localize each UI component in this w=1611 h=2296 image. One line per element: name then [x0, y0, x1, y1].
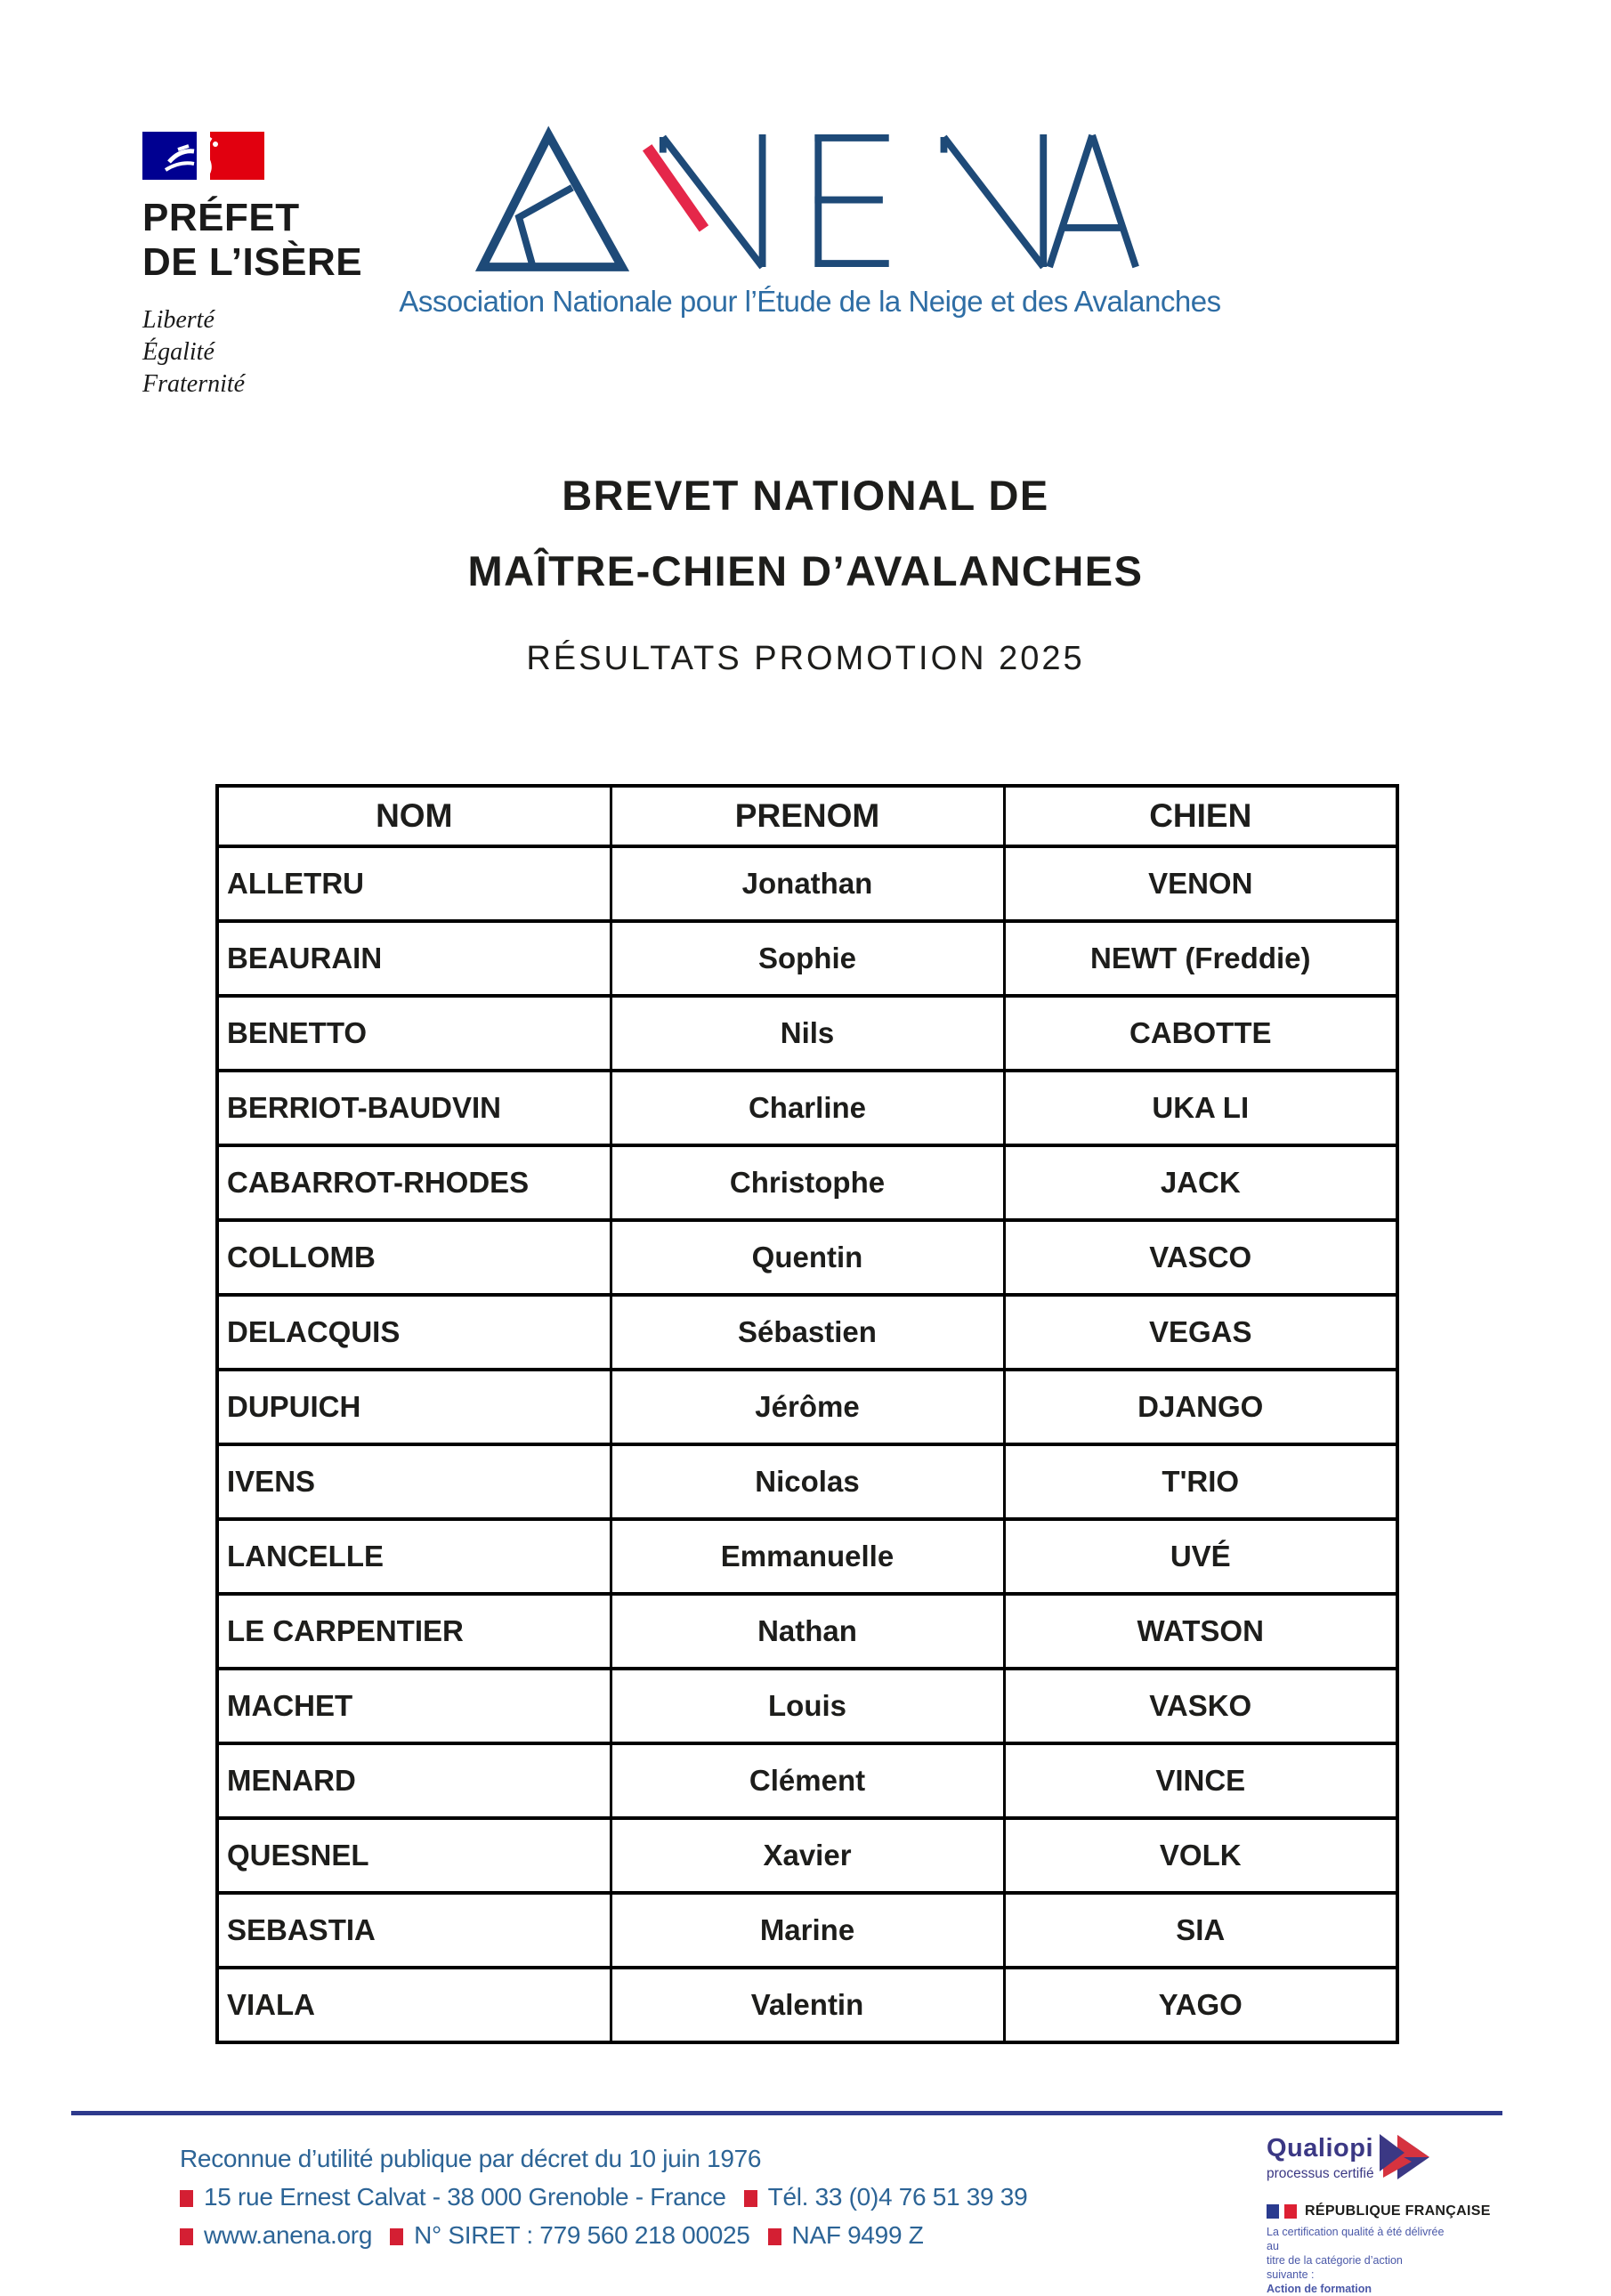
cell-nom: LE CARPENTIER [217, 1594, 611, 1669]
cell-prenom: Jérôme [611, 1370, 1004, 1444]
motto-egalite: Égalité [142, 338, 215, 366]
footer-phone: Tél. 33 (0)4 76 51 39 39 [767, 2183, 1028, 2211]
prefet-name-line2: DE L’ISÈRE [142, 240, 363, 284]
footer-divider-line [71, 2111, 1502, 2115]
cell-prenom: Emmanuelle [611, 1519, 1004, 1594]
table-row [217, 1071, 1397, 1145]
anena-logo-block [374, 130, 1246, 319]
cell-chien: T'RIO [1004, 1444, 1397, 1519]
table-row [217, 1519, 1397, 1594]
cell-nom: COLLOMB [217, 1220, 611, 1295]
anena-mountain-logo-icon [479, 130, 1142, 272]
footer-recognition: Reconnue d’utilité publique par décret du 10 juin 1976 [180, 2145, 762, 2172]
mini-french-flag-icon [1267, 2204, 1299, 2219]
table-row [217, 1370, 1397, 1444]
cell-chien: VINCE [1004, 1743, 1397, 1818]
republique-francaise-row [1267, 2203, 1596, 2219]
cert-text-line3: Action de formation [1267, 2283, 1372, 2295]
red-square-bullet-icon [744, 2190, 757, 2207]
cell-chien: VASKO [1004, 1669, 1397, 1743]
table-row [217, 1220, 1397, 1295]
table-row [217, 1444, 1397, 1519]
cell-nom: BERRIOT-BAUDVIN [217, 1071, 611, 1145]
table-row [217, 996, 1397, 1071]
red-square-bullet-icon [768, 2228, 781, 2245]
footer-block [180, 2139, 1027, 2254]
cell-chien: VEGAS [1004, 1295, 1397, 1370]
cell-prenom: Charline [611, 1071, 1004, 1145]
cell-prenom: Sébastien [611, 1295, 1004, 1370]
cell-chien: SIA [1004, 1893, 1397, 1968]
cell-nom: IVENS [217, 1444, 611, 1519]
cell-chien: CABOTTE [1004, 996, 1397, 1071]
footer-web-line [180, 2216, 1027, 2254]
cell-prenom: Valentin [611, 1968, 1004, 2042]
footer-website: www.anena.org [204, 2221, 373, 2249]
footer-recognition-line [180, 2139, 1027, 2178]
header-row [217, 786, 1397, 846]
prefet-logo-block [142, 132, 362, 400]
qualiopi-mark [1267, 2134, 1596, 2196]
cell-prenom: Nathan [611, 1594, 1004, 1669]
table-row [217, 1669, 1397, 1743]
footer-address-line [180, 2178, 1027, 2216]
results-table-header [217, 786, 1397, 846]
french-flag-marianne-icon [142, 132, 264, 180]
motto-fraternite: Fraternité [142, 370, 246, 398]
header-prenom: PRENOM [611, 786, 1004, 846]
cell-prenom: Quentin [611, 1220, 1004, 1295]
cell-nom: VIALA [217, 1968, 611, 2042]
cell-chien: VASCO [1004, 1220, 1397, 1295]
footer-naf: NAF 9499 Z [791, 2221, 924, 2249]
header-chien: CHIEN [1004, 786, 1397, 846]
red-square-bullet-icon [390, 2228, 403, 2245]
cell-chien: YAGO [1004, 1968, 1397, 2042]
cell-prenom: Xavier [611, 1818, 1004, 1893]
table-row [217, 1818, 1397, 1893]
title-line2: MAÎTRE-CHIEN D’AVALANCHES [467, 547, 1144, 594]
cell-prenom: Nicolas [611, 1444, 1004, 1519]
cell-nom: MACHET [217, 1669, 611, 1743]
cell-chien: VOLK [1004, 1818, 1397, 1893]
cert-text-line1: La certification qualité à été délivrée au [1267, 2226, 1445, 2252]
cell-nom: ALLETRU [217, 846, 611, 921]
red-square-bullet-icon [180, 2190, 193, 2207]
results-table [215, 784, 1399, 2044]
table-row [217, 1743, 1397, 1818]
footer-address: 15 rue Ernest Calvat - 38 000 Grenoble - France [204, 2183, 726, 2211]
table-row [217, 846, 1397, 921]
table-row [217, 1594, 1397, 1669]
prefet-name-line1: PRÉFET [142, 196, 300, 239]
qualiopi-arrows-icon [1380, 2134, 1429, 2180]
qualiopi-cert-text [1267, 2225, 1445, 2296]
cell-nom: MENARD [217, 1743, 611, 1818]
qualiopi-tagline: processus certifié [1267, 2166, 1374, 2181]
header-nom: NOM [217, 786, 611, 846]
cell-chien: UVÉ [1004, 1519, 1397, 1594]
cell-nom: LANCELLE [217, 1519, 611, 1594]
prefet-name [142, 196, 362, 285]
cell-nom: QUESNEL [217, 1818, 611, 1893]
cell-prenom: Marine [611, 1893, 1004, 1968]
table-row [217, 1295, 1397, 1370]
cell-chien: NEWT (Freddie) [1004, 921, 1397, 996]
cell-chien: DJANGO [1004, 1370, 1397, 1444]
results-table-body [217, 846, 1397, 2042]
document-title-block [0, 474, 1611, 675]
table-row [217, 1968, 1397, 2042]
cell-nom: BEAURAIN [217, 921, 611, 996]
cell-chien: WATSON [1004, 1594, 1397, 1669]
title-line1: BREVET NATIONAL DE [562, 472, 1049, 519]
cell-prenom: Clément [611, 1743, 1004, 1818]
prefet-motto [142, 304, 362, 400]
cell-prenom: Nils [611, 996, 1004, 1071]
qualiopi-block [1267, 2134, 1596, 2296]
cell-prenom: Jonathan [611, 846, 1004, 921]
cell-nom: DUPUICH [217, 1370, 611, 1444]
cell-prenom: Sophie [611, 921, 1004, 996]
cell-prenom: Christophe [611, 1145, 1004, 1220]
qualiopi-brand: Qualiopi [1267, 2134, 1373, 2163]
footer-siret: N° SIRET : 779 560 218 00025 [414, 2221, 750, 2249]
cell-nom: DELACQUIS [217, 1295, 611, 1370]
motto-liberte: Liberté [142, 306, 215, 334]
cell-chien: UKA LI [1004, 1071, 1397, 1145]
republique-francaise-label: RÉPUBLIQUE FRANÇAISE [1305, 2203, 1491, 2219]
table-row [217, 921, 1397, 996]
title-subtitle: RÉSULTATS PROMOTION 2025 [526, 640, 1085, 677]
red-square-bullet-icon [180, 2228, 193, 2245]
cell-chien: JACK [1004, 1145, 1397, 1220]
cell-nom: SEBASTIA [217, 1893, 611, 1968]
cert-text-line2: titre de la catégorie d’action suivante : [1267, 2254, 1403, 2281]
anena-subtitle: Association Nationale pour l’Étude de la Neige et des Avalanches [399, 285, 1221, 318]
table-row [217, 1145, 1397, 1220]
cell-nom: BENETTO [217, 996, 611, 1071]
table-row [217, 1893, 1397, 1968]
cell-nom: CABARROT-RHODES [217, 1145, 611, 1220]
cell-prenom: Louis [611, 1669, 1004, 1743]
cell-chien: VENON [1004, 846, 1397, 921]
